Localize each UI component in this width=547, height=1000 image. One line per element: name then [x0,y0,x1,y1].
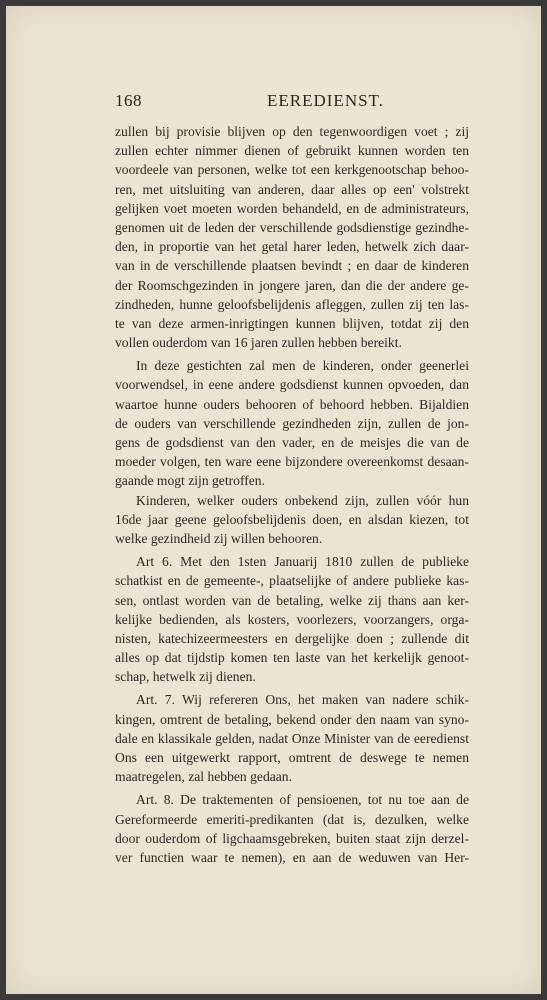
text-line: gens de godsdienst van den vader, en de meisjes die van de [115,435,469,450]
text-line: schatkist en de gemeente-, plaatselijke of andere publieke kas- [115,573,469,589]
running-header [115,91,469,113]
text-line: dale en klassikale gelden, nadat Onze Minister van de eeredienst [115,730,469,746]
text-line: voorwendsel, in eene andere godsdienst kunnen opvoeden, dan [115,377,469,393]
text-line: moeder volgen, ten ware eene bijzondere overeenkomst desaan- [115,454,469,470]
text-line: de ouders van verschillende gezindheden zijn, zullen de jon- [115,415,469,431]
text-line: Kinderen, welker ouders onbekend zijn, zullen vóór hun [136,492,469,508]
text-line: In deze gestichten zal men de kinderen, onder geenerlei [136,358,469,374]
text-line: kingen, omtrent de betaling, bekend onder den naam van syno- [115,711,469,727]
text-line: den, in proportie van het getal harer leden, hetwelk zich daar- [115,239,469,255]
text-line: kelijke bedienden, als kosters, voorlezers, voorzangers, orga- [115,611,469,627]
text-line: vollen ouderdom van 16 jaren zullen hebben bereikt. [115,335,402,351]
text-line: te van deze armen-inrigtingen kunnen blijven, totdat zij den [115,315,469,331]
running-title: EEREDIENST. [267,91,384,110]
text-line: gelijken voet moeten worden behandeld, en de administrateurs, [115,200,469,216]
text-line: Gereformeerde emeriti-predikanten (dat is, dezulken, welke [115,811,469,827]
text-line: alles op dat tijdstip komen ten laste van het kerkelijk genoot- [115,650,469,666]
text-line: van in de verschillende plaatsen bevindt ; en daar de kinderen [115,258,469,274]
text-line: nisten, katechizeermeesters en dergelijke doen ; zullende dit [115,630,469,646]
text-line: Art 6. Met den 1sten Januarij 1810 zullen de publieke [136,554,469,570]
text-line: gaande mogt zijn getroffen. [115,473,265,489]
text-line: ver functien waar te nemen), en aan de weduwen van Her- [115,849,469,865]
text-line: zullen bij provisie blijven op den tegenwoordigen voet ; zij [115,124,469,139]
text-line: welke gezindheid zij willen behooren. [115,530,323,546]
text-line: Art. 8. De traktementen of pensioenen, tot nu toe aan de [136,792,469,808]
book-page [6,6,541,994]
text-line: genomen uit de leden der verschillende godsdienstige gezindhe- [115,219,469,235]
text-line: schap, hetwelk zij dienen. [115,669,256,685]
text-line: zullen echter nimmer dienen of gebruikt kunnen worden ten [115,143,469,159]
text-line: 16de jaar geene geloofsbelijdenis doen, en alsdan kiezen, tot [115,511,469,527]
text-line: door ouderdom of ligchaamsgebreken, buiten staat zijn derzel- [115,830,469,846]
text-line: ren, met uitsluiting van anderen, daar alles op een' volstrekt [115,181,469,197]
body-text [115,122,469,867]
text-line: waartoe hunne ouders behooren of behoord hebben. Bijaldien [115,396,469,412]
text-line: voordeele van personen, welke tot een kerkgenootschap behoo- [115,162,469,178]
text-line: Art. 7. Wij refereren Ons, het maken van nadere schik- [136,692,469,708]
page-number: 168 [115,91,142,110]
text-line: der Roomschgezinden in jongere jaren, dan die der andere ge- [115,277,469,293]
text-line: maatregelen, zal hebben gedaan. [115,769,292,785]
text-line: Ons een uitgewerkt rapport, omtrent de deswege te nemen [115,750,469,765]
text-line: sen, ontlast worden van de betaling, welke zij thans aan ker- [115,592,469,608]
text-line: zindheden, hunne geloofsbelijdenis afleggen, zullen zij ten las- [115,296,469,312]
